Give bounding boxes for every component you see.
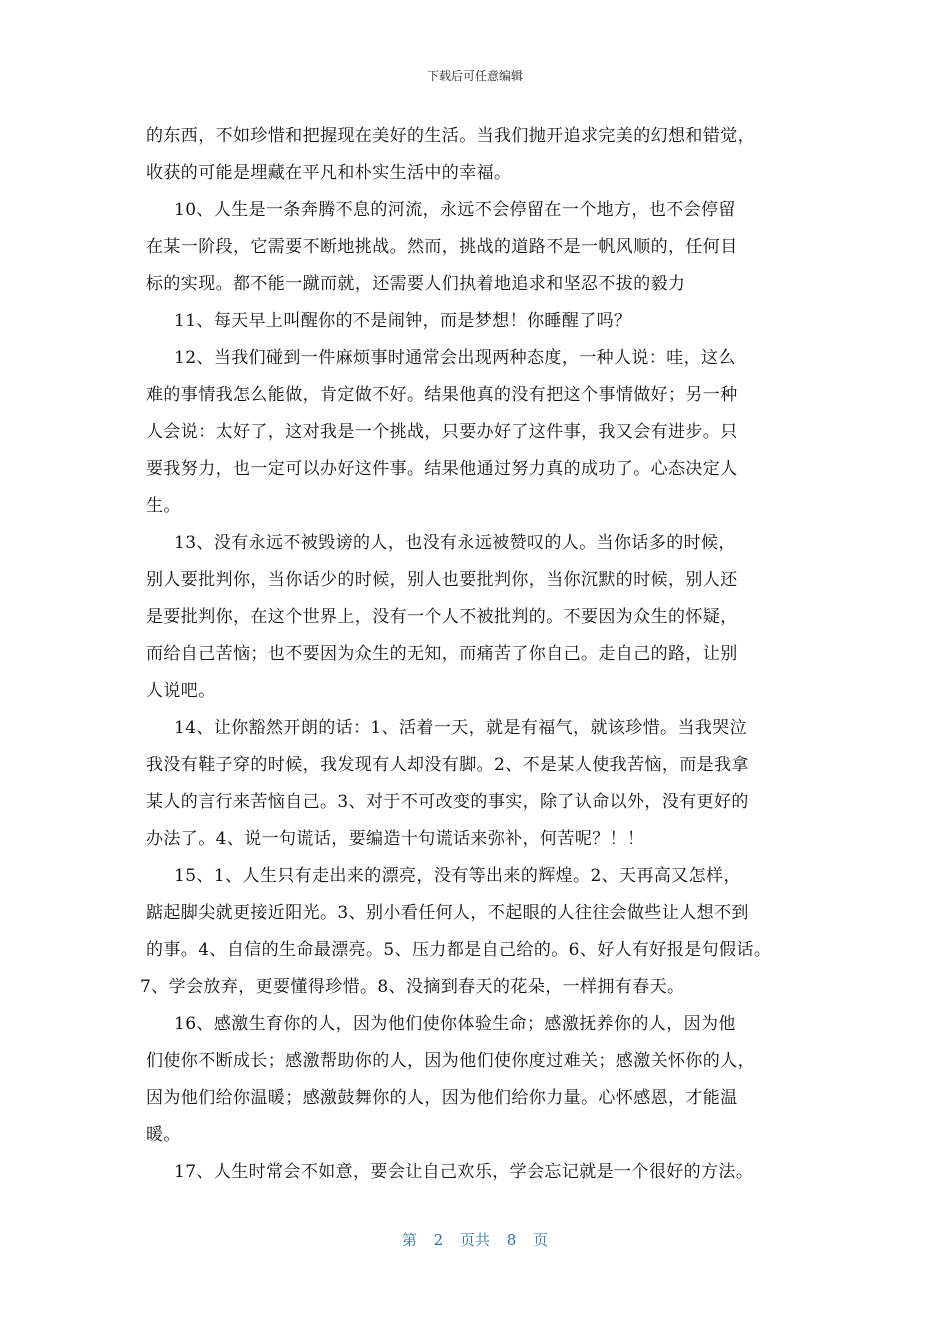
text-line: 暖。: [146, 1125, 181, 1145]
text-line: 办法了。4、说一句谎话，要编造十句谎话来弥补，何苦呢？！！: [146, 829, 645, 849]
text-line: 14、让你豁然开朗的话：1、活着一天，就是有福气，就该珍惜。当我哭泣: [174, 718, 748, 738]
text-line: 人说吧。: [146, 681, 216, 701]
text-line: 收获的可能是埋藏在平凡和朴实生活中的幸福。: [146, 163, 512, 183]
text-line: 们使你不断成长；感激帮助你的人，因为他们使你度过难关；感激关怀你的人，: [146, 1051, 755, 1071]
text-line: 踮起脚尖就更接近阳光。3、别小看任何人，不起眼的人往往会做些让人想不到: [146, 903, 749, 923]
text-line: 7、学会放弃，更要懂得珍惜。8、没摘到春天的花朵，一样拥有春天。: [140, 977, 685, 997]
text-line: 12、当我们碰到一件麻烦事时通常会出现两种态度，一种人说：哇，这么: [174, 348, 736, 368]
text-line: 17、人生时常会不如意，要会让自己欢乐，学会忘记就是一个很好的方法。: [174, 1162, 754, 1182]
text-line: 难的事情我怎么能做，肯定做不好。结果他真的没有把这个事情做好；另一种: [146, 385, 738, 405]
text-line: 11、每天早上叫醒你的不是闹钟，而是梦想！你睡醒了吗？: [174, 311, 632, 331]
text-line: 标的实现。都不能一蹴而就，还需要人们执着地追求和坚忍不拔的毅力: [146, 274, 686, 294]
text-line: 的东西，不如珍惜和把握现在美好的生活。当我们抛开追求完美的幻想和错觉，: [146, 126, 755, 146]
text-line: 生。: [146, 496, 181, 516]
text-line: 13、没有永远不被毁谤的人，也没有永远被赞叹的人。当你话多的时候，: [174, 533, 736, 553]
page-header: 下载后可任意编辑: [426, 69, 523, 83]
text-line: 15、1、人生只有走出来的漂亮，没有等出来的辉煌。2、天再高又怎样，: [174, 866, 741, 886]
text-line: 因为他们给你温暖；感激鼓舞你的人，因为他们给你力量。心怀感恩，才能温: [146, 1088, 738, 1108]
text-line: 16、感激生育你的人，因为他们使你体验生命；感激抚养你的人，因为他: [174, 1014, 736, 1034]
document-body: [140, 118, 836, 1191]
text-line: 的事。4、自信的生命最漂亮。5、压力都是自己给的。6、好人有好报是句假话。: [146, 940, 772, 960]
text-line: 人会说：太好了，这对我是一个挑战，只要办好了这件事，我又会有进步。只: [146, 422, 738, 442]
text-line: 10、人生是一条奔腾不息的河流，永远不会停留在一个地方，也不会停留: [174, 200, 736, 220]
text-line: 某人的言行来苦恼自己。3、对于不可改变的事实，除了认命以外，没有更好的: [146, 792, 749, 812]
text-line: 是要批判你，在这个世界上，没有一个人不被批判的。不要因为众生的怀疑，: [146, 607, 738, 627]
text-line: 我没有鞋子穿的时候，我发现有人却没有脚。2、不是某人使我苦恼，而是我拿: [146, 755, 749, 775]
page-number-footer: 第 2 页共 8 页: [401, 1231, 549, 1249]
text-line: 别人要批判你，当你话少的时候，别人也要批判你，当你沉默的时候，别人还: [146, 570, 738, 590]
text-line: 而给自己苦恼；也不要因为众生的无知，而痛苦了你自己。走自己的路，让别: [146, 644, 738, 664]
text-line: 在某一阶段，它需要不断地挑战。然而，挑战的道路不是一帆风顺的，任何目: [146, 237, 738, 257]
text-line: 要我努力，也一定可以办好这件事。结果他通过努力真的成功了。心态决定人: [146, 459, 738, 479]
